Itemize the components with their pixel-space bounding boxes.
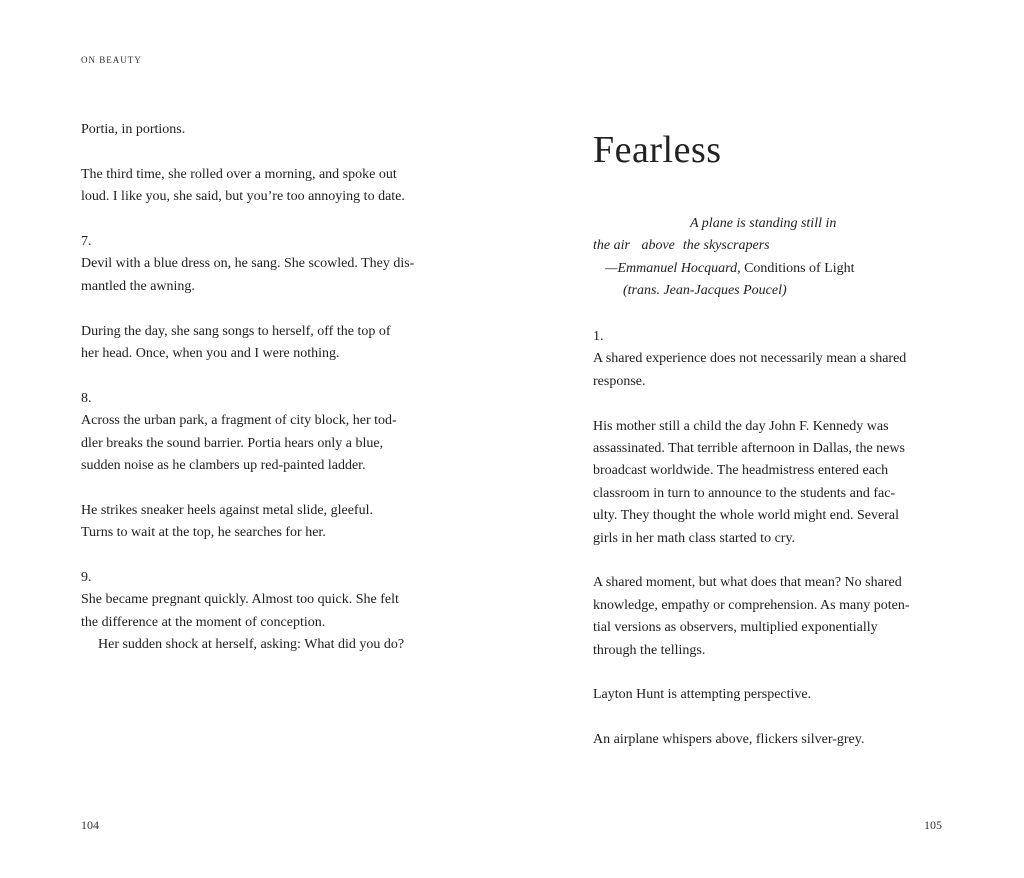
- text-line: An airplane whispers above, flickers silver-grey.: [593, 732, 865, 748]
- epigraph-line: A plane is standing still in: [690, 216, 837, 231]
- text-line: her head. Once, when you and I were nothing.: [81, 346, 340, 362]
- epigraph-line: [593, 235, 953, 257]
- paragraph: [81, 119, 441, 141]
- paragraph: [593, 416, 953, 550]
- epigraph-attribution: [593, 258, 953, 280]
- right-page-text: [593, 326, 953, 774]
- text-line: Turns to wait at the top, he searches for her.: [81, 525, 326, 541]
- epigraph-fragment: the air: [593, 238, 630, 254]
- epigraph: [593, 213, 953, 303]
- text-line: She became pregnant quickly. Almost too quick. She felt: [81, 592, 399, 608]
- epigraph-fragment: the skyscrapers: [682, 238, 770, 254]
- text-line: Layton Hunt is attempting perspective.: [593, 687, 812, 703]
- text-line: loud. I like you, she said, but you’re too annoying to date.: [81, 189, 405, 205]
- text-line: mantled the awning.: [81, 278, 195, 294]
- epigraph-fragment: above: [641, 238, 675, 254]
- text-line: classroom in turn to announce to the students and fac-: [593, 485, 896, 501]
- text-line: broadcast worldwide. The headmistress entered each: [593, 463, 889, 479]
- text-line: the difference at the moment of conception.: [81, 614, 326, 630]
- text-line: dler breaks the sound barrier. Portia hears only a blue,: [81, 435, 384, 451]
- text-line: ulty. They thought the whole world might end. Several: [593, 508, 900, 524]
- epigraph-work: Conditions of Light: [744, 260, 855, 276]
- paragraph: [81, 500, 441, 545]
- text-line: sudden noise as he clambers up red-painted ladder.: [81, 458, 366, 474]
- text-line: A shared moment, but what does that mean? No shared: [593, 575, 902, 591]
- text-line: girls in her math class started to cry.: [593, 530, 796, 546]
- text-line: During the day, she sang songs to herself, off the top of: [81, 323, 391, 339]
- indented-line: Her sudden shock at herself, asking: What did you do?: [98, 637, 405, 653]
- text-line: Portia, in portions.: [81, 122, 186, 137]
- page-number: 105: [924, 818, 942, 832]
- paragraph: [81, 567, 441, 657]
- text-line: tial versions as observers, multiplied exponentially: [593, 620, 878, 636]
- text-line: knowledge, empathy or comprehension. As many poten-: [593, 597, 910, 613]
- text-line: Devil with a blue dress on, he sang. She scowled. They dis-: [81, 256, 415, 272]
- text-line: through the tellings.: [593, 642, 706, 658]
- text-line: A shared experience does not necessarily mean a shared: [593, 351, 907, 367]
- paragraph: [81, 164, 441, 209]
- text-line: His mother still a child the day John F. Kennedy was: [593, 418, 889, 434]
- epigraph-author: —Emmanuel Hocquard,: [605, 260, 741, 276]
- section-number: 7.: [81, 234, 92, 249]
- epigraph-translator: (trans. Jean-Jacques Poucel): [623, 283, 787, 299]
- section-number: 1.: [593, 329, 604, 344]
- paragraph: [81, 231, 441, 298]
- text-line: Across the urban park, a fragment of city block, her tod-: [81, 413, 397, 429]
- text-line: The third time, she rolled over a morning, and spoke out: [81, 166, 397, 182]
- paragraph: [593, 572, 953, 662]
- chapter-title: Fearless: [593, 129, 722, 171]
- paragraph: [593, 729, 953, 751]
- page-number: 104: [81, 818, 99, 832]
- section-number: 9.: [81, 570, 92, 586]
- text-line: He strikes sneaker heels against metal slide, gleeful.: [81, 502, 373, 518]
- text-line: response.: [593, 373, 646, 389]
- paragraph: [593, 326, 953, 393]
- paragraph: [81, 321, 441, 366]
- section-number: 8.: [81, 390, 92, 406]
- text-line: assassinated. That terrible afternoon in Dallas, the news: [593, 441, 905, 457]
- right-page: [512, 0, 1024, 878]
- paragraph: [593, 684, 953, 706]
- left-page-text: [81, 119, 441, 679]
- paragraph: [81, 388, 441, 478]
- running-head: ON BEAUTY: [81, 55, 142, 65]
